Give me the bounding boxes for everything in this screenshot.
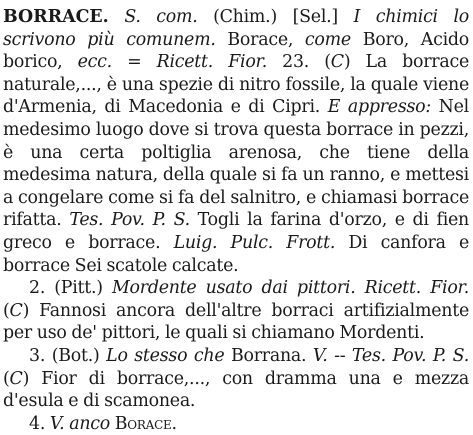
body-text: Borrana.: [224, 345, 313, 366]
definition-note: Lo stesso che: [106, 345, 225, 366]
sense-number: 4.: [29, 413, 50, 434]
body-text: Boro, Acido borico,: [3, 29, 469, 73]
source-citation: Luig. Pulc. Frott.: [173, 232, 336, 253]
body-text: Borace,: [215, 29, 305, 50]
body-text: 23. (: [266, 52, 331, 73]
entry-paragraph-3: [3, 345, 469, 413]
entry-paragraph-2: [3, 277, 469, 345]
body-text: (: [3, 300, 10, 321]
sense-number: 3. (Bot.): [29, 345, 107, 366]
source-marker: C: [9, 368, 23, 389]
quotation-text: ) Fannosi ancora dell'altre borraci artifizialmente per uso de' pittori, le quali si chiamano Mordenti.: [3, 300, 469, 344]
source-citation: Tes. Pov. P. S.: [69, 210, 190, 231]
source-marker: C: [9, 300, 23, 321]
quotation-text: Togli la farina d'orzo, e di fien greco e borrace.: [3, 210, 469, 253]
entry-paragraph-4: [3, 413, 469, 435]
field-label: (Chim.) [Sel.]: [213, 7, 354, 27]
quotation-text: Nel medesimo luogo dove si trova questa borrace in pezzi, è una certa poltiglia arenosa, che tiene della medesima natura, della quale si fa un ranno, e mettesi a congelare come si fa del salnitro, e chiamasi borrace rifatta.: [3, 97, 469, 231]
sense-number: 2. (Pitt.): [29, 278, 112, 299]
quotation-text: Di canfora e borrace Sei scatole calcate.: [3, 232, 469, 276]
quotation-text: ) La borrace naturale,..., è una spezie di nitro fossile, la quale viene d'Armenia, di Macedonia e di Cipri.: [3, 52, 469, 118]
italic-word: come: [304, 29, 351, 50]
source-citation: E appresso:: [327, 97, 432, 118]
source-marker: C: [330, 52, 344, 73]
body-text: (: [3, 368, 10, 389]
definition-note: I chimici lo scrivono più comunem.: [3, 7, 469, 50]
source-citation: ecc. = Ricett. Fior.: [77, 52, 267, 73]
headword: BORRACE.: [3, 7, 109, 27]
grammar-label: S. com.: [108, 7, 214, 27]
dictionary-entry: [3, 6, 469, 435]
entry-paragraph-1: [3, 6, 469, 277]
source-citation: V. -- Tes. Pov. P. S.: [312, 345, 469, 366]
cross-reference-label: V. anco: [49, 413, 110, 434]
quotation-text: ) Fior di borrace,..., con dramma una e mezza d'esula e di scamonea.: [3, 368, 469, 412]
cross-reference-word: Borace.: [109, 413, 177, 434]
definition-note: Mordente usato dai pittori. Ricett. Fior.: [111, 278, 469, 299]
